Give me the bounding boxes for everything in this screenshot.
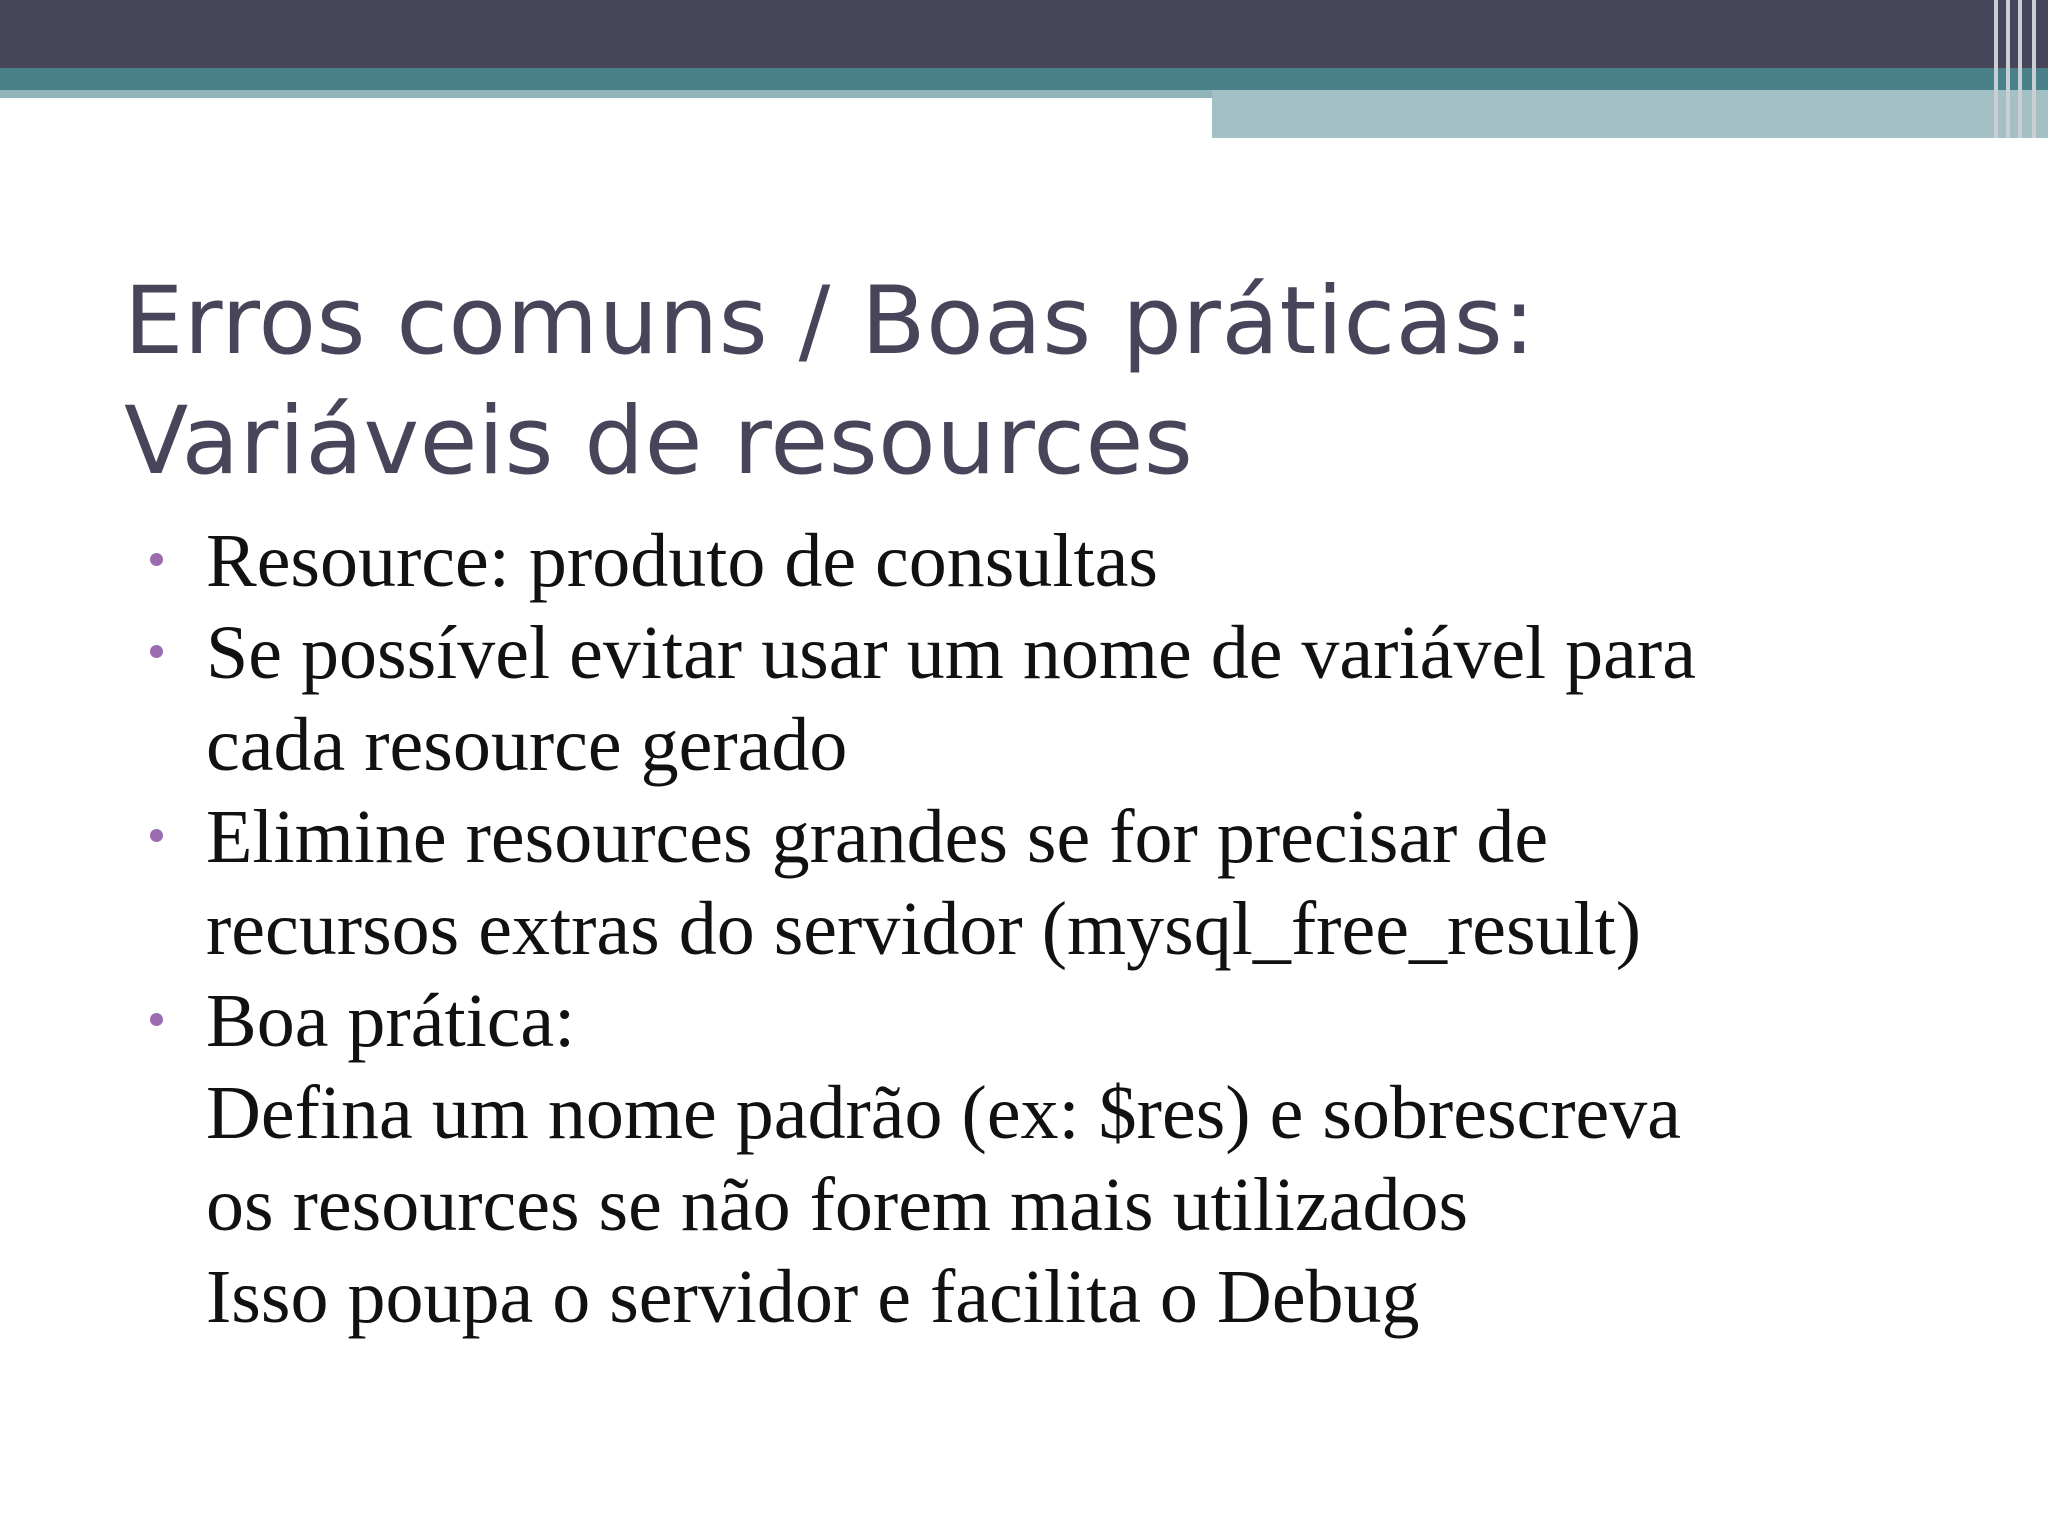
bullet-item (148, 607, 2008, 791)
bullet-text: cada resource gerado (206, 703, 848, 787)
bullet-text: Isso poupa o servidor e facilita o Debug (206, 1255, 1420, 1339)
slide-title-line: Erros comuns / Boas práticas: (124, 267, 1536, 376)
bullet-dot-icon (150, 829, 163, 842)
bullet-list (148, 515, 2008, 1343)
bullet-item (148, 791, 2008, 975)
slide-title-line: Variáveis de resources (124, 387, 1194, 496)
header-bar-light (1212, 90, 2048, 138)
bullet-text: Defina um nome padrão (ex: $res) e sobrescreva (206, 1071, 1682, 1155)
header-bar-dark (0, 0, 2048, 68)
bullet-text: os resources se não forem mais utilizados (206, 1163, 1469, 1247)
bullet-text: Elimine resources grandes se for precisar de (206, 795, 1549, 879)
bullet-text: Se possível evitar usar um nome de variável para (206, 611, 1696, 695)
bullet-text: recursos extras do servidor (mysql_free_result) (206, 887, 1642, 971)
bullet-item (148, 515, 2008, 607)
header-edge-lines (1988, 0, 2048, 138)
header-bar-teal (0, 68, 2048, 90)
slide-title (124, 262, 1824, 502)
bullet-dot-icon (150, 553, 163, 566)
header-bar-teal-thin (0, 90, 1212, 98)
bullet-text: Boa prática: (206, 979, 576, 1063)
bullet-item (148, 975, 2008, 1343)
bullet-dot-icon (150, 645, 163, 658)
bullet-text: Resource: produto de consultas (206, 519, 1158, 603)
bullet-dot-icon (150, 1013, 163, 1026)
